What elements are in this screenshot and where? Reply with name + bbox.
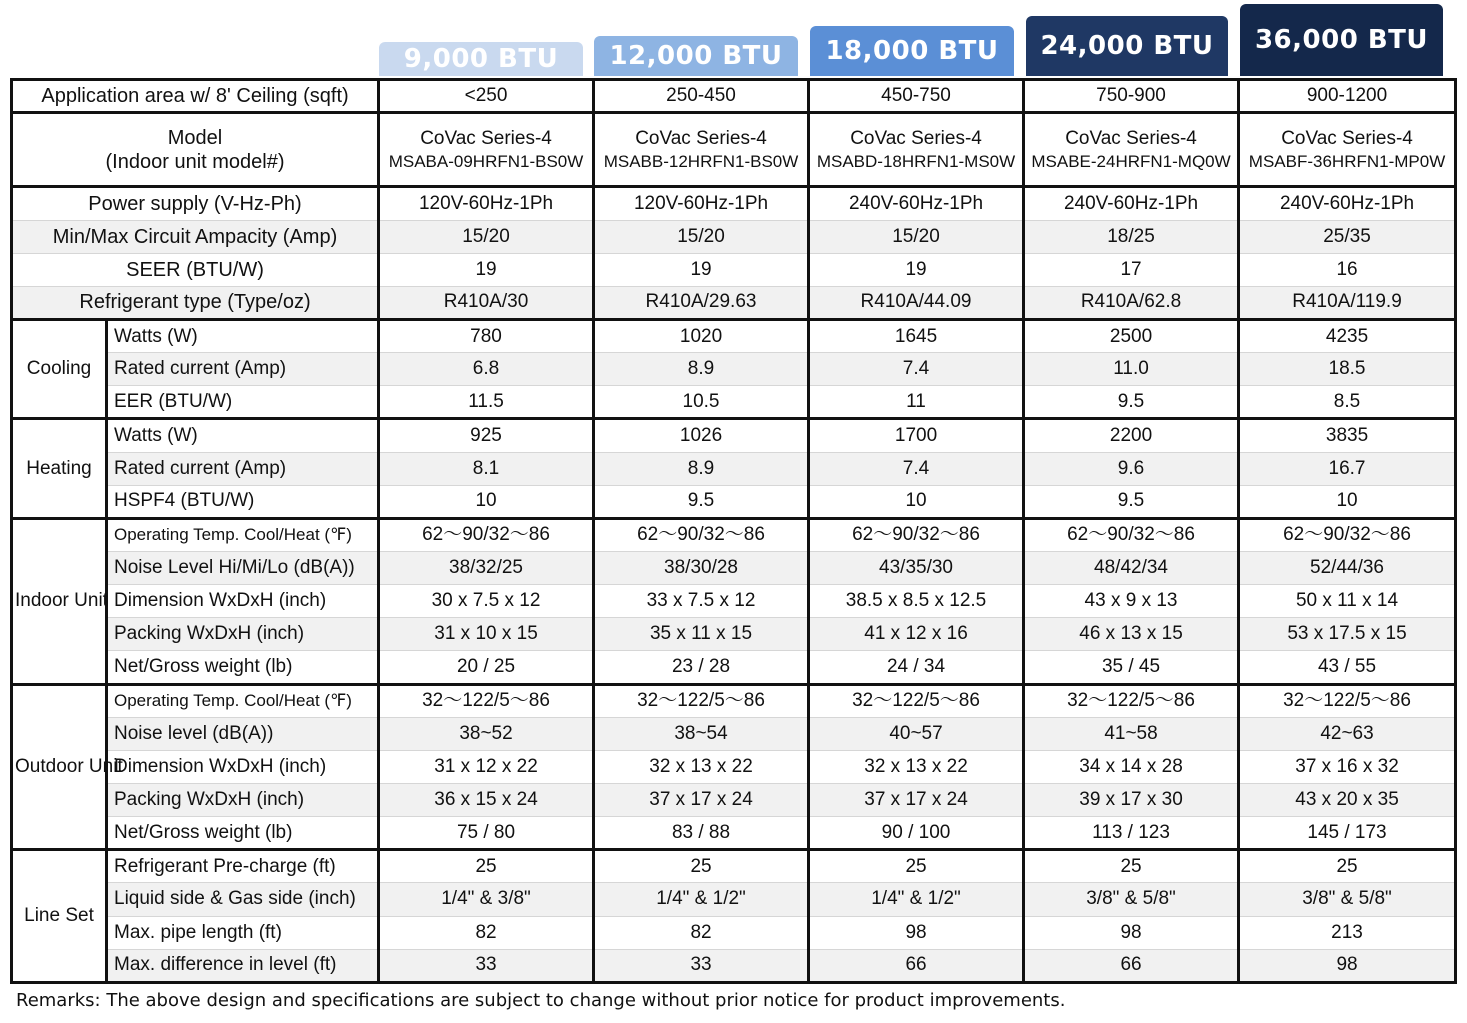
spec-value: 32～122/5～86 <box>809 684 1024 717</box>
model-code: MSABD-18HRFN1-MS0W <box>816 151 1016 171</box>
spec-value: 30 x 7.5 x 12 <box>379 585 594 618</box>
spec-value: 32～122/5～86 <box>379 684 594 717</box>
row-label: Power supply (V-Hz-Ph) <box>12 187 379 220</box>
spec-value: 18/25 <box>1024 220 1239 253</box>
table-row <box>12 750 1456 783</box>
table-row <box>12 618 1456 651</box>
model-value <box>379 113 594 187</box>
spec-value: 43/35/30 <box>809 552 1024 585</box>
spec-value: 62～90/32～86 <box>1239 518 1456 551</box>
table-row <box>12 850 1456 883</box>
spec-value: <250 <box>379 80 594 113</box>
table-row <box>12 916 1456 949</box>
spec-value: 1020 <box>594 320 809 353</box>
row-label: HSPF4 (BTU/W) <box>107 485 379 518</box>
model-row <box>12 113 1456 187</box>
spec-value: 38~52 <box>379 717 594 750</box>
spec-value: 41 x 12 x 16 <box>809 618 1024 651</box>
spec-value: 33 <box>594 949 809 982</box>
spec-table <box>10 78 1457 984</box>
spec-value: 3835 <box>1239 419 1456 452</box>
spec-value: 38/32/25 <box>379 552 594 585</box>
spec-value: 35 x 11 x 15 <box>594 618 809 651</box>
spec-value: 11 <box>809 386 1024 419</box>
model-series: CoVac Series-4 <box>1281 127 1413 149</box>
spec-value: 48/42/34 <box>1024 552 1239 585</box>
spec-value: 10 <box>379 485 594 518</box>
spec-value: 62～90/32～86 <box>809 518 1024 551</box>
row-label: Watts (W) <box>107 320 379 353</box>
spec-value: 19 <box>809 253 1024 286</box>
spec-value: 42~63 <box>1239 717 1456 750</box>
spec-value: 37 x 17 x 24 <box>594 784 809 817</box>
spec-value: 9.5 <box>1024 386 1239 419</box>
model-label-line1: Model <box>167 126 223 149</box>
spec-value: 750-900 <box>1024 80 1239 113</box>
row-label: Noise Level Hi/Mi/Lo (dB(A)) <box>107 552 379 585</box>
spec-value: R410A/62.8 <box>1024 286 1239 319</box>
row-label: Noise level (dB(A)) <box>107 717 379 750</box>
spec-value: 16 <box>1239 253 1456 286</box>
table-row <box>12 386 1456 419</box>
spec-value: 32 x 13 x 22 <box>594 750 809 783</box>
row-label: EER (BTU/W) <box>107 386 379 419</box>
table-row <box>12 320 1456 353</box>
model-value <box>809 113 1024 187</box>
spec-value: 19 <box>379 253 594 286</box>
capacity-tab-9000[interactable]: 9,000 BTU <box>379 42 583 76</box>
spec-value: 25/35 <box>1239 220 1456 253</box>
row-label: Refrigerant Pre-charge (ft) <box>107 850 379 883</box>
row-label: Watts (W) <box>107 419 379 452</box>
spec-value: 82 <box>594 916 809 949</box>
table-row <box>12 452 1456 485</box>
group-label: Heating <box>12 419 107 518</box>
spec-value: 38~54 <box>594 717 809 750</box>
model-value <box>1239 113 1456 187</box>
spec-value: R410A/44.09 <box>809 286 1024 319</box>
spec-value: 31 x 10 x 15 <box>379 618 594 651</box>
spec-value: 3/8" & 5/8" <box>1239 883 1456 916</box>
table-row <box>12 419 1456 452</box>
table-row <box>12 518 1456 551</box>
spec-value: 20 / 25 <box>379 651 594 684</box>
spec-value: 10 <box>809 485 1024 518</box>
spec-value: 18.5 <box>1239 353 1456 386</box>
model-series: CoVac Series-4 <box>635 127 767 149</box>
spec-value: R410A/29.63 <box>594 286 809 319</box>
spec-value: 1/4" & 1/2" <box>809 883 1024 916</box>
table-row <box>12 684 1456 717</box>
table-row <box>12 485 1456 518</box>
spec-value: 1/4" & 3/8" <box>379 883 594 916</box>
spec-value: 25 <box>1024 850 1239 883</box>
spec-value: 15/20 <box>809 220 1024 253</box>
spec-value: 6.8 <box>379 353 594 386</box>
spec-value: 38.5 x 8.5 x 12.5 <box>809 585 1024 618</box>
row-label: Dimension WxDxH (inch) <box>107 585 379 618</box>
spec-value: 31 x 12 x 22 <box>379 750 594 783</box>
spec-value: 8.9 <box>594 452 809 485</box>
spec-value: 2200 <box>1024 419 1239 452</box>
spec-value: 7.4 <box>809 452 1024 485</box>
table-row <box>12 353 1456 386</box>
table-row <box>12 286 1456 319</box>
model-label-line2: (Indoor unit model#) <box>105 150 285 173</box>
spec-value: 17 <box>1024 253 1239 286</box>
spec-value: 120V-60Hz-1Ph <box>594 187 809 220</box>
spec-value: 43 / 55 <box>1239 651 1456 684</box>
table-row <box>12 784 1456 817</box>
spec-value: 34 x 14 x 28 <box>1024 750 1239 783</box>
row-label: SEER (BTU/W) <box>12 253 379 286</box>
spec-value: 62～90/32～86 <box>379 518 594 551</box>
spec-value: 37 x 17 x 24 <box>809 784 1024 817</box>
table-row <box>12 717 1456 750</box>
spec-value: 66 <box>809 949 1024 982</box>
row-label: Packing WxDxH (inch) <box>107 784 379 817</box>
row-label: Application area w/ 8' Ceiling (sqft) <box>12 80 379 113</box>
spec-value: 66 <box>1024 949 1239 982</box>
spec-value: 83 / 88 <box>594 817 809 850</box>
row-label: Operating Temp. Cool/Heat (℉) <box>107 518 379 551</box>
row-label: Rated current (Amp) <box>107 353 379 386</box>
table-row <box>12 585 1456 618</box>
spec-value: 36 x 15 x 24 <box>379 784 594 817</box>
row-label: Min/Max Circuit Ampacity (Amp) <box>12 220 379 253</box>
model-code: MSABB-12HRFN1-BS0W <box>603 151 799 171</box>
spec-value: 37 x 16 x 32 <box>1239 750 1456 783</box>
spec-value: 19 <box>594 253 809 286</box>
model-series: CoVac Series-4 <box>420 127 552 149</box>
row-label: Packing WxDxH (inch) <box>107 618 379 651</box>
spec-value: 32 x 13 x 22 <box>809 750 1024 783</box>
spec-value: 25 <box>379 850 594 883</box>
row-label: Net/Gross weight (lb) <box>107 817 379 850</box>
spec-value: 1026 <box>594 419 809 452</box>
spec-value: 38/30/28 <box>594 552 809 585</box>
spec-value: 25 <box>1239 850 1456 883</box>
row-label: Refrigerant type (Type/oz) <box>12 286 379 319</box>
row-label: Liquid side & Gas side (inch) <box>107 883 379 916</box>
table-row <box>12 220 1456 253</box>
spec-value: 24 / 34 <box>809 651 1024 684</box>
spec-value: 900-1200 <box>1239 80 1456 113</box>
spec-value: 98 <box>809 916 1024 949</box>
spec-value: 33 x 7.5 x 12 <box>594 585 809 618</box>
spec-value: 23 / 28 <box>594 651 809 684</box>
spec-value: 75 / 80 <box>379 817 594 850</box>
spec-value: 25 <box>809 850 1024 883</box>
spec-value: 250-450 <box>594 80 809 113</box>
spec-value: R410A/119.9 <box>1239 286 1456 319</box>
capacity-tab-24000[interactable]: 24,000 BTU <box>1026 16 1228 76</box>
spec-value: 11.5 <box>379 386 594 419</box>
spec-value: 52/44/36 <box>1239 552 1456 585</box>
spec-value: 11.0 <box>1024 353 1239 386</box>
row-label: Max. difference in level (ft) <box>107 949 379 982</box>
spec-value: 9.5 <box>594 485 809 518</box>
spec-value: 1645 <box>809 320 1024 353</box>
spec-value: 240V-60Hz-1Ph <box>809 187 1024 220</box>
model-code: MSABA-09HRFN1-BS0W <box>388 151 584 171</box>
table-row <box>12 80 1456 113</box>
spec-value: 33 <box>379 949 594 982</box>
spec-value: 10.5 <box>594 386 809 419</box>
spec-value: 8.5 <box>1239 386 1456 419</box>
model-series: CoVac Series-4 <box>1065 127 1197 149</box>
group-label: Outdoor Unit <box>12 684 107 850</box>
table-row <box>12 817 1456 850</box>
spec-value: 120V-60Hz-1Ph <box>379 187 594 220</box>
row-label: Dimension WxDxH (inch) <box>107 750 379 783</box>
spec-value: 9.6 <box>1024 452 1239 485</box>
table-row <box>12 651 1456 684</box>
table-row <box>12 883 1456 916</box>
row-label: Net/Gross weight (lb) <box>107 651 379 684</box>
spec-value: R410A/30 <box>379 286 594 319</box>
row-label: Rated current (Amp) <box>107 452 379 485</box>
spec-value: 450-750 <box>809 80 1024 113</box>
model-series: CoVac Series-4 <box>850 127 982 149</box>
model-value <box>594 113 809 187</box>
row-label: Max. pipe length (ft) <box>107 916 379 949</box>
spec-value: 15/20 <box>594 220 809 253</box>
spec-value: 3/8" & 5/8" <box>1024 883 1239 916</box>
table-row <box>12 949 1456 982</box>
table-row <box>12 187 1456 220</box>
spec-value: 16.7 <box>1239 452 1456 485</box>
spec-value: 82 <box>379 916 594 949</box>
group-label: Line Set <box>12 850 107 983</box>
spec-value: 62～90/32～86 <box>1024 518 1239 551</box>
spec-value: 50 x 11 x 14 <box>1239 585 1456 618</box>
spec-value: 32～122/5～86 <box>1239 684 1456 717</box>
capacity-tab-36000[interactable]: 36,000 BTU <box>1240 4 1443 76</box>
spec-value: 10 <box>1239 485 1456 518</box>
remarks-note: Remarks: The above design and specifications are subject to change without prior notice for product improvements. <box>16 990 1066 1011</box>
spec-value: 2500 <box>1024 320 1239 353</box>
spec-value: 4235 <box>1239 320 1456 353</box>
spec-value: 240V-60Hz-1Ph <box>1239 187 1456 220</box>
spec-value: 32～122/5～86 <box>1024 684 1239 717</box>
row-label: Operating Temp. Cool/Heat (℉) <box>107 684 379 717</box>
spec-value: 43 x 20 x 35 <box>1239 784 1456 817</box>
spec-value: 1700 <box>809 419 1024 452</box>
spec-value: 90 / 100 <box>809 817 1024 850</box>
spec-value: 145 / 173 <box>1239 817 1456 850</box>
spec-value: 53 x 17.5 x 15 <box>1239 618 1456 651</box>
table-row <box>12 552 1456 585</box>
spec-value: 213 <box>1239 916 1456 949</box>
spec-value: 98 <box>1024 916 1239 949</box>
spec-value: 1/4" & 1/2" <box>594 883 809 916</box>
capacity-header-tabs <box>0 0 1467 80</box>
spec-value: 925 <box>379 419 594 452</box>
spec-value: 41~58 <box>1024 717 1239 750</box>
spec-value: 32～122/5～86 <box>594 684 809 717</box>
spec-value: 7.4 <box>809 353 1024 386</box>
capacity-tab-12000[interactable]: 12,000 BTU <box>594 36 798 76</box>
spec-value: 8.9 <box>594 353 809 386</box>
spec-value: 43 x 9 x 13 <box>1024 585 1239 618</box>
spec-value: 15/20 <box>379 220 594 253</box>
group-label: Cooling <box>12 320 107 419</box>
capacity-tab-18000[interactable]: 18,000 BTU <box>810 26 1014 76</box>
model-value <box>1024 113 1239 187</box>
spec-value: 780 <box>379 320 594 353</box>
spec-value: 40~57 <box>809 717 1024 750</box>
spec-value: 39 x 17 x 30 <box>1024 784 1239 817</box>
spec-value: 62～90/32～86 <box>594 518 809 551</box>
table-row <box>12 253 1456 286</box>
spec-value: 35 / 45 <box>1024 651 1239 684</box>
model-code: MSABE-24HRFN1-MQ0W <box>1031 151 1231 171</box>
spec-value: 240V-60Hz-1Ph <box>1024 187 1239 220</box>
spec-value: 9.5 <box>1024 485 1239 518</box>
model-code: MSABF-36HRFN1-MP0W <box>1248 151 1446 171</box>
model-label <box>12 113 379 187</box>
spec-value: 113 / 123 <box>1024 817 1239 850</box>
spec-value: 98 <box>1239 949 1456 982</box>
spec-value: 25 <box>594 850 809 883</box>
group-label: Indoor Unit <box>12 518 107 684</box>
spec-value: 8.1 <box>379 452 594 485</box>
spec-value: 46 x 13 x 15 <box>1024 618 1239 651</box>
